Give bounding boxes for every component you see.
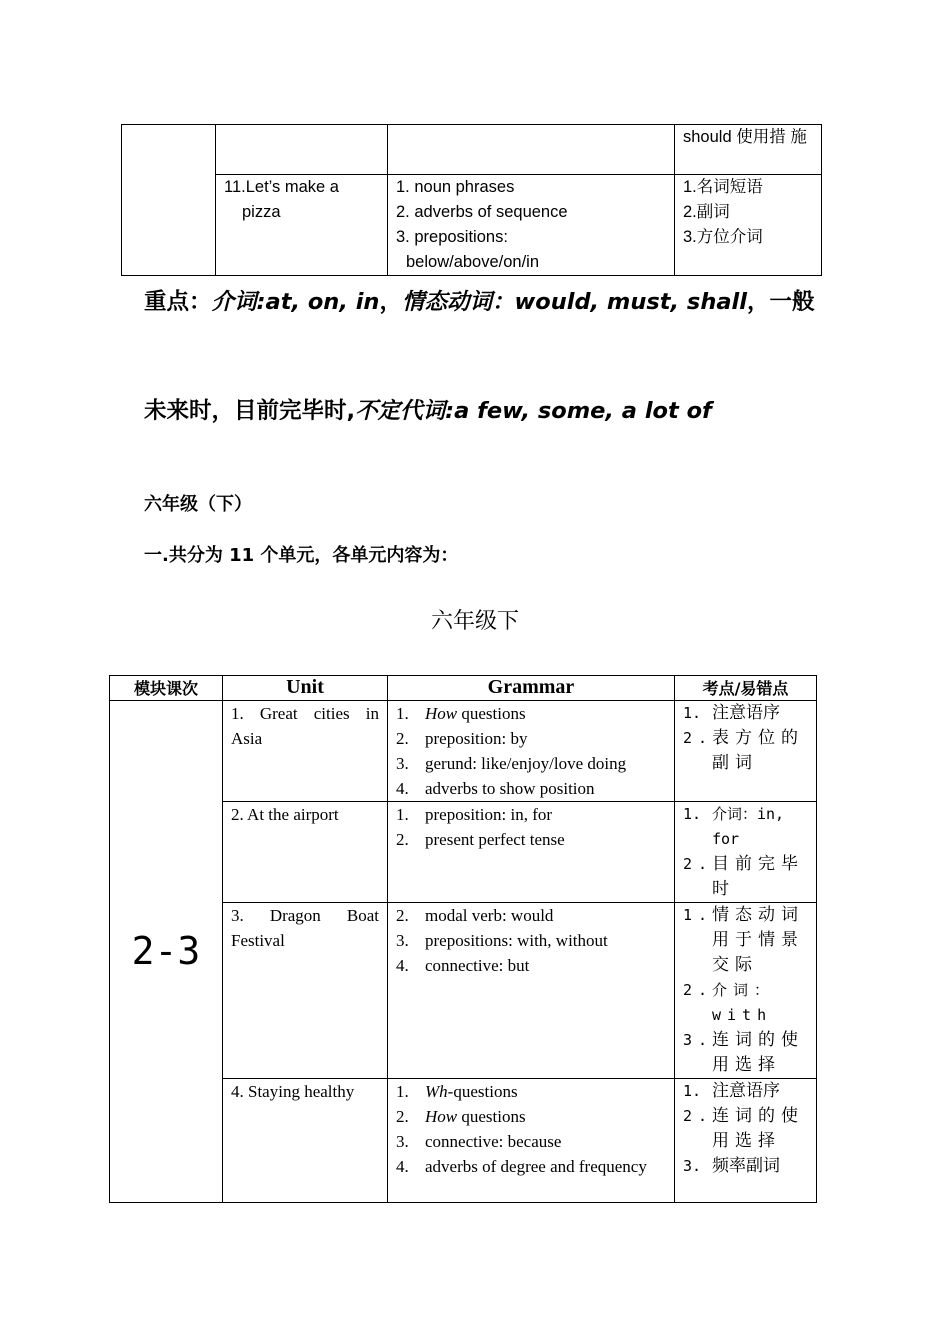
header-grammar: Grammar xyxy=(388,676,675,701)
grammar-item: 2. adverbs of sequence xyxy=(396,203,568,221)
focus-text: 介词 xyxy=(211,289,257,315)
grammar-item: 1. noun phrases xyxy=(396,178,515,196)
points-item: 1.名词短语 xyxy=(683,178,763,196)
grammar-item: 1. Wh-questions xyxy=(396,1082,518,1101)
focus-text: 情态动词 xyxy=(401,289,492,315)
points-item: 2. 目前完毕时 xyxy=(683,854,804,899)
grammar-item: 3. gerund: like/enjoy/love doing xyxy=(396,754,627,773)
header-row xyxy=(110,676,817,701)
focus-text: :a few, some, a lot of xyxy=(445,398,712,424)
points-item: 2.副词 xyxy=(683,203,730,221)
grammar-item: 4. adverbs to show position xyxy=(396,779,595,798)
points-item: 1. 注意语序 xyxy=(683,1081,780,1101)
points-text: should 使用措 xyxy=(683,128,786,146)
grammar-cell xyxy=(388,1079,675,1203)
unit-text: 11.Let’s make a xyxy=(224,178,339,196)
unit-cell xyxy=(216,125,388,175)
module-cell xyxy=(122,125,216,276)
unit-text: Asia xyxy=(231,729,263,748)
unit-cell xyxy=(216,175,388,276)
grammar-item: 2. modal verb: would xyxy=(396,906,554,925)
unit-text: 2. At the airport xyxy=(231,805,339,824)
header-points: 考点/易错点 xyxy=(675,676,817,701)
table-title: 六年级下 xyxy=(430,609,519,634)
unit-text: 4. Staying healthy xyxy=(231,1082,355,1101)
module-cell: 2-3 xyxy=(110,701,223,1203)
grammar-item: 4. connective: but xyxy=(396,956,530,975)
focus-label: 重点： xyxy=(144,289,212,315)
grammar-cell xyxy=(388,802,675,903)
grammar-cell xyxy=(388,903,675,1079)
grammar-cell xyxy=(388,125,675,175)
main-table xyxy=(109,675,817,1203)
focus-text: :at, on, in xyxy=(256,289,380,315)
grammar-item: 2. How questions xyxy=(396,1107,526,1126)
unit-cell xyxy=(223,1079,388,1203)
focus-line-2 xyxy=(144,393,712,425)
points-item: 2. 连词的使用选择 xyxy=(683,1106,804,1151)
points-item: 1. 情态动词用于情景交际 xyxy=(683,905,804,975)
grammar-cell xyxy=(388,175,675,276)
header-unit: Unit xyxy=(223,676,388,701)
points-item: 1. 介词：in, for xyxy=(683,805,785,848)
points-text: 施 xyxy=(790,128,807,146)
unit-text: Festival xyxy=(231,931,285,950)
focus-text: ：would, must, shall xyxy=(491,289,747,315)
points-cell xyxy=(675,701,817,802)
unit-text: 1. Great cities in xyxy=(231,704,379,723)
unit-cell xyxy=(223,903,388,1079)
points-cell xyxy=(675,1079,817,1203)
intro-line: 一.共分为 11 个单元，各单元内容为： xyxy=(144,545,459,566)
points-item: 3. 连词的使用选择 xyxy=(683,1030,804,1075)
points-cell xyxy=(675,802,817,903)
points-cell xyxy=(675,175,822,276)
table-row xyxy=(122,125,822,175)
grammar-item: 1. preposition: in, for xyxy=(396,805,553,824)
focus-text: ，一般 xyxy=(746,289,815,315)
unit-text: pizza xyxy=(242,203,281,221)
grammar-cell xyxy=(388,701,675,802)
grade-heading: 六年级（下） xyxy=(144,494,252,515)
unit-cell xyxy=(223,701,388,802)
focus-line-1 xyxy=(144,284,814,316)
table-row xyxy=(110,701,817,802)
focus-text: ， xyxy=(379,289,402,315)
grammar-item: 4. adverbs of degree and frequency xyxy=(396,1157,647,1176)
points-item: 3. 频率副词 xyxy=(683,1156,780,1176)
grammar-item: 3. prepositions: with, without xyxy=(396,931,608,950)
focus-text: 未来时，目前完毕时, xyxy=(144,398,356,424)
focus-text: 不定代词 xyxy=(355,398,446,424)
points-item: 3.方位介词 xyxy=(683,228,763,246)
points-cell xyxy=(675,125,822,175)
unit-text: 3. Dragon Boat xyxy=(231,906,379,925)
grammar-item: 1. How questions xyxy=(396,704,526,723)
table-row xyxy=(122,175,822,276)
grammar-item: 3. connective: because xyxy=(396,1132,562,1151)
grammar-item: 3. prepositions: xyxy=(396,228,508,246)
grammar-item: below/above/on/in xyxy=(406,253,540,271)
grammar-item: 2. preposition: by xyxy=(396,729,528,748)
unit-cell xyxy=(223,802,388,903)
grammar-item: 2. present perfect tense xyxy=(396,830,565,849)
points-item: 2. 介词：with xyxy=(683,981,776,1024)
points-item: 1. 注意语序 xyxy=(683,703,780,723)
points-cell xyxy=(675,903,817,1079)
points-item: 2. 表方位的副词 xyxy=(683,728,804,773)
header-module: 模块课次 xyxy=(110,676,223,701)
top-table xyxy=(121,124,822,276)
